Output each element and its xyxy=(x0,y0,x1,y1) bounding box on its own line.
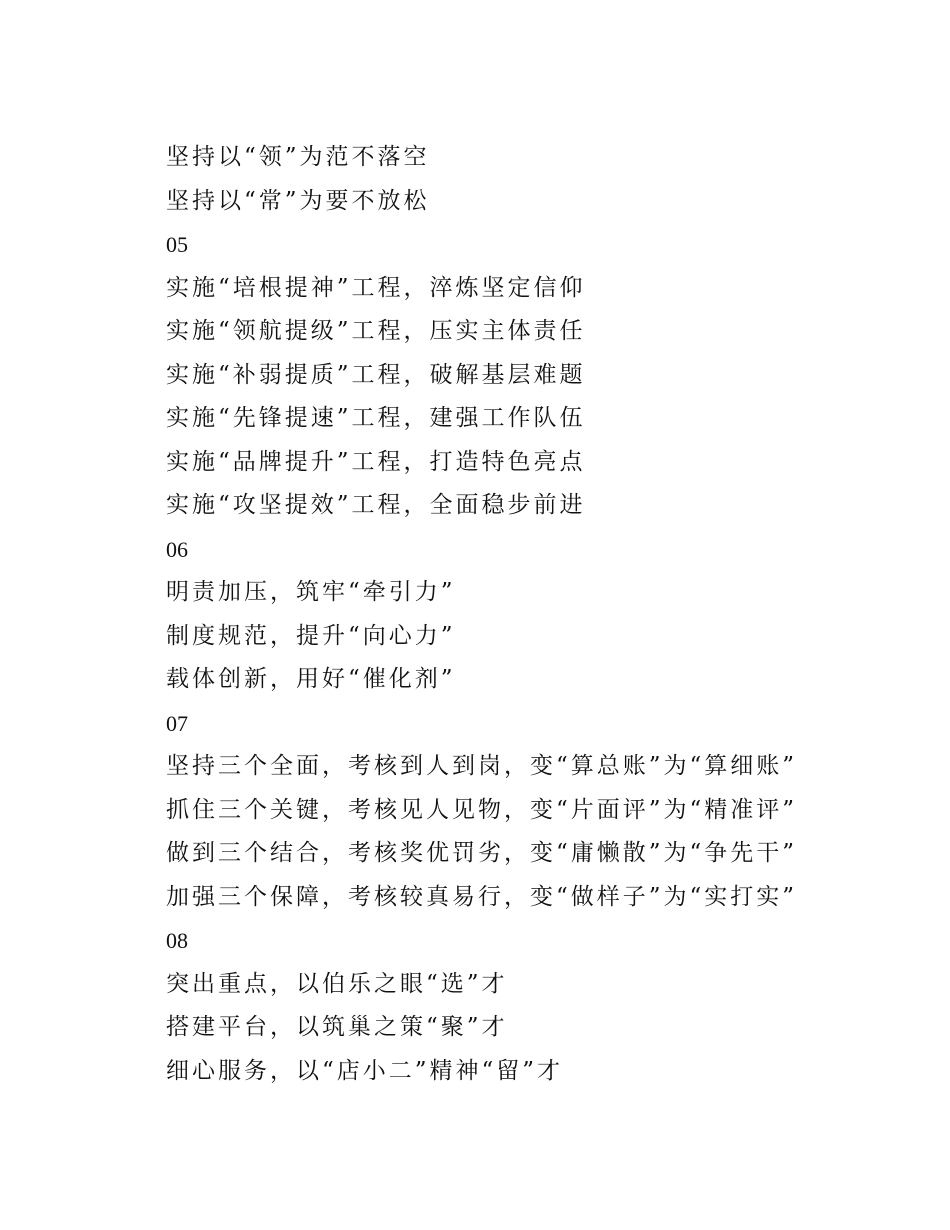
text-line: 实施“品牌提升”工程，打造特色亮点 xyxy=(166,448,586,475)
text-line: 细心服务，以“店小二”精神“留”才 xyxy=(166,1057,564,1084)
text-line: 实施“攻坚提效”工程，全面稳步前进 xyxy=(166,492,586,518)
section-number: 06 xyxy=(166,536,188,562)
text-line: 实施“补弱提质”工程，破解基层难题 xyxy=(166,361,586,388)
section-number: 05 xyxy=(166,232,188,257)
text-line: 坚持三个全面，考核到人到岗，变“算总账”为“算细账” xyxy=(166,753,798,779)
section-number: 07 xyxy=(166,710,188,736)
text-line: 实施“领航提级”工程，压实主体责任 xyxy=(166,318,586,344)
text-line: 做到三个结合，考核奖优罚劣，变“庸懒散”为“争先干” xyxy=(166,840,798,866)
text-line: 实施“培根提神”工程，淬炼坚定信仰 xyxy=(166,274,586,301)
text-line: 实施“先锋提速”工程，建强工作队伍 xyxy=(166,405,586,431)
text-line: 突出重点，以伯乐之眼“选”才 xyxy=(166,970,508,997)
document-body xyxy=(166,136,866,1093)
text-line: 载体创新，用好“催化剂” xyxy=(166,666,456,692)
text-line: 加强三个保障，考核较真易行，变“做样子”为“实打实” xyxy=(166,883,798,910)
text-line: 制度规范，提升“向心力” xyxy=(166,622,456,649)
section-number: 08 xyxy=(166,928,188,953)
text-line: 明责加压，筑牢“牵引力” xyxy=(166,579,456,605)
text-line: 坚持以“常”为要不放松 xyxy=(166,187,430,214)
text-line: 搭建平台，以筑巢之策“聚”才 xyxy=(166,1014,508,1040)
text-line: 坚持以“领”为范不落空 xyxy=(166,144,430,170)
text-line: 抓住三个关键，考核见人见物，变“片面评”为“精准评” xyxy=(166,796,798,823)
